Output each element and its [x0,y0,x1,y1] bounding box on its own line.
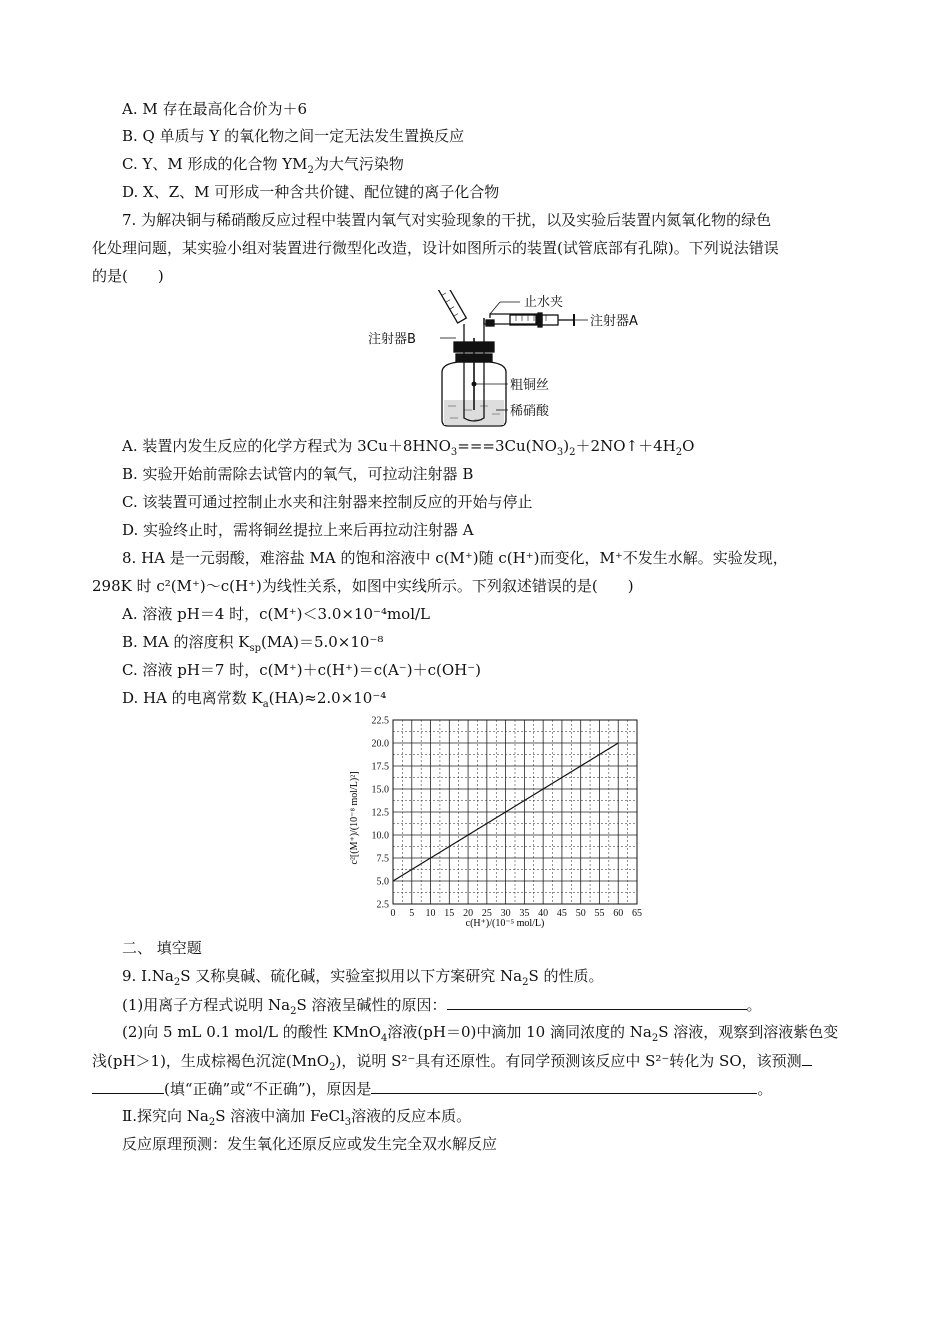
x-tick-label: 25 [481,908,492,919]
label-clamp: 止水夹 [524,295,564,310]
q7-stem-line1: 7. 为解决铜与稀硝酸反应过程中装置内氧气对实验现象的干扰，以及实验后装置内氮氧化物的绿色 [122,211,772,229]
y-tick-label: 20.0 [371,738,389,750]
y-tick-label: 12.5 [371,807,389,819]
q6-option-d: D. X、Z、M 可形成一种含共价键、配位键的离子化合物 [122,183,500,201]
y-tick-label: 22.5 [371,715,389,727]
x-tick-label: 30 [500,908,511,919]
syringe-b-icon [433,290,467,324]
y-tick-label: 5.0 [376,876,389,888]
q6-option-b: B. Q 单质与 Y 的氧化物之间一定无法发生置换反应 [122,127,465,145]
apparatus-diagram [360,290,660,430]
x-tick-label: 45 [556,908,567,919]
q9-part2-line3: (填“正确”或“不正确”)，原因是 。 [92,1078,772,1099]
y-tick-label: 17.5 [371,761,389,773]
label-syringe-a: 注射器A [590,314,638,329]
y-tick-label: 10.0 [371,830,389,842]
q9-part2-line2: 浅(pH＞1)，生成棕褐色沉淀(MnO$_2$)，说明 S²⁻具有还原性。有同学预测该反应中 S²⁻转化为 SO，该预测 [92,1050,812,1071]
chart-grid [393,720,637,904]
q8-stem-line2: 298K 时 c²(M⁺)～c(H⁺)为线性关系，如图中实线所示。下列叙述错误的是( ) [92,577,634,595]
x-tick-label: 15 [444,908,455,919]
q8-stem-line1: 8. HA 是一元弱酸，难溶盐 MA 的饱和溶液中 c(M⁺)随 c(H⁺)而变化，M⁺不发生水解。实验发现， [122,549,788,567]
y-tick-label: 2.5 [376,899,389,911]
q9-part-ii: Ⅱ.探究向 $Na_2S$ 溶液中滴加 FeCl$_3$溶液的反应本质。 [122,1107,472,1128]
section-title: 二、 填空题 [122,939,202,957]
q7-stem-line3: 的是( ) [92,267,164,285]
q9-prediction: 反应原理预测：发生氧化还原反应或发生完全双水解反应 [122,1135,498,1153]
y-tick-label: 7.5 [376,853,389,865]
chart-xlabel: c(H⁺)/(10⁻⁵ mol/L) [465,918,545,929]
x-tick-label: 50 [575,908,586,919]
x-tick-label: 20 [463,908,474,919]
q7-option-c: C. 该装置可通过控制止水夹和注射器来控制反应的开始与停止 [122,493,533,511]
x-tick-label: 55 [594,908,605,919]
y-tick-label: 15.0 [371,784,389,796]
answer-blank-2b[interactable] [92,1078,164,1094]
x-tick-label: 35 [519,908,530,919]
q8-option-d: D. HA 的电离常数 $K_a(HA)\approx 2.0\times 10^{-4}$ [122,689,387,710]
label-acid: 稀硝酸 [510,404,550,419]
q8-option-c: C. 溶液 pH＝7 时，c(M⁺)＋c(H⁺)＝c(A⁻)＋c(OH⁻) [122,661,481,679]
label-copper: 粗铜丝 [510,378,550,393]
answer-blank-2a[interactable] [802,1050,812,1066]
clamp-icon [486,320,494,326]
q9-part1: (1)用离子方程式说明 $Na_2S$ 溶液呈碱性的原因： 。 [122,996,762,1017]
q7-option-b: B. 实验开始前需除去试管内的氧气，可拉动注射器 B [122,465,474,483]
x-tick-label: 5 [409,908,415,919]
x-tick-label: 40 [538,908,549,919]
x-tick-label: 0 [390,908,396,919]
answer-blank-3[interactable] [371,1078,757,1094]
q7-option-a: A. 装置内发生反应的化学方程式为 $3Cu+8HNO_3===3Cu(NO_3)_2+2NO↑+4H_2O$ [122,437,695,458]
q6-option-a: A. M 存在最高化合价为＋6 [122,100,308,118]
x-tick-label: 10 [425,908,436,919]
x-tick-label: 65 [632,908,642,919]
q8-option-b: B. MA 的溶度积 $K_{sp}(MA)=5.0\times 10^{-8}$ [122,633,384,654]
q9-part2-line1: (2)向 5 mL 0.1 mol/L 的酸性 KMnO$_4$溶液(pH＝0)中滴加 10 滴同浓度的 $Na_2S$ 溶液，观察到溶液紫色变 [122,1023,839,1044]
answer-blank-1[interactable] [447,994,747,1010]
label-syringe-b: 注射器B [368,332,416,347]
q9-intro: 9. $Ⅰ.Na_2S$ 又称臭碱、硫化碱，实验室拟用以下方案研究 $Na_2S$ 的性质。 [122,967,604,988]
x-tick-label: 60 [613,908,624,919]
q7-stem-line2: 化处理问题，某实验小组对装置进行微型化改造，设计如图所示的装置(试管底部有孔隙)。下列说法错误 [92,239,779,257]
q6-option-c: C. Y、M 形成的化合物 $YM_2$为大气污染物 [122,155,404,176]
q8-option-a: A. 溶液 pH＝4 时，c(M⁺)＜3.0×10⁻⁴mol/L [122,605,431,623]
stopper [454,342,494,352]
q7-option-d: D. 实验终止时，需将铜丝提拉上来后再拉动注射器 A [122,521,474,539]
chart [345,708,645,934]
chart-ylabel: c²[(M⁺)/(10⁻⁸ mol/L)²] [349,771,360,865]
